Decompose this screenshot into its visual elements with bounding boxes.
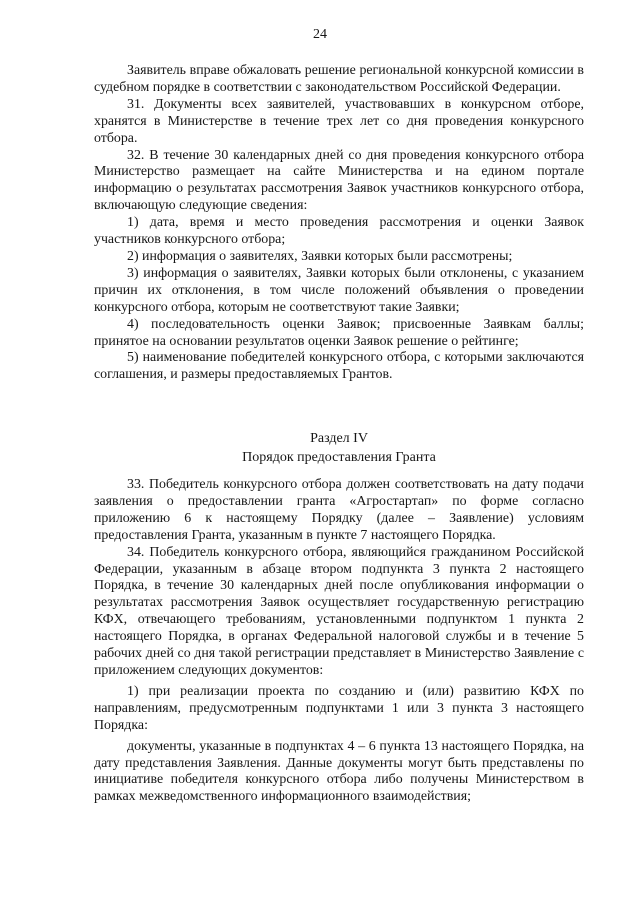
section-heading (94, 429, 584, 467)
paragraph-appeal: Заявитель вправе обжаловать решение региональной конкурсной комиссии в судебном порядке в соответствии с законодательством Российской Федерации. (94, 63, 584, 95)
paragraph-31: 31. Документы всех заявителей, участвовавших в конкурсном отборе, хранятся в Министерстве в течение трех лет со дня проведения конкурсного отбора. (94, 96, 584, 146)
paragraph-33: 33. Победитель конкурсного отбора должен соответствовать на дату подачи заявления о предоставлении гранта «Агростартап» по форме согласно приложению 6 к настоящему Порядку (далее – Заявление) условиям предоставления Гранта, указанным в пункте 7 настоящего Порядка. (94, 477, 584, 543)
page-number: 24 (313, 27, 327, 42)
paragraph-32: 32. В течение 30 календарных дней со дня проведения конкурсного отбора Министерство размещает на сайте Министерства и на едином портале информацию о результатах рассмотрения Заявок участников конкурсного отбора, включающую следующие сведения: (94, 147, 584, 214)
section-label: Раздел IV (310, 431, 368, 446)
top-text-block (94, 63, 584, 384)
list-item-5: 5) наименование победителей конкурсного отбора, с которыми заключаются соглашения, и размеры предоставляемых Грантов. (94, 350, 584, 383)
subparagraph-1: 1) при реализации проекта по созданию и (или) развитию КФХ по направлениям, предусмотренным подпунктами 1 или 3 пункта 3 настоящего Порядка: (94, 683, 584, 733)
paragraph-34: 34. Победитель конкурсного отбора, являющийся гражданином Российской Федерации, указанным в абзаце втором подпункта 3 пункта 2 настоящего Порядка, в течение 30 календарных дней после опубликования информации о результатах рассмотрения Заявок осуществляет государственную регистрацию КФХ, отвечающего требованиям, установленными подпунктом 1 пункта 2 настоящего Порядка, в органах Федеральной налоговой службы и в течение 5 рабочих дней со дня такой регистрации представляет в Министерство Заявление с приложением следующих документов: (94, 544, 584, 678)
list-item-1: 1) дата, время и место проведения рассмотрения и оценки Заявок участников конкурсного отбора; (94, 215, 584, 248)
list-item-3: 3) информация о заявителях, Заявки которых были отклонены, с указанием причин их отклонения, в том числе положений объявления о проведении конкурсного отбора, которым не соответствуют такие Заявки; (94, 265, 584, 315)
list-item-4: 4) последовательность оценки Заявок; присвоенные Заявкам баллы; принятое на основании результатов оценки Заявок решение о рейтинге; (94, 316, 584, 349)
section-title: Порядок предоставления Гранта (242, 450, 436, 465)
paragraph-documents: документы, указанные в подпунктах 4 – 6 пункта 13 настоящего Порядка, на дату представления Заявления. Данные документы могут быть представлены по инициативе победителя конкурсного отбора либо получены Министерством в рамках межведомственного информационного взаимодействия; (94, 738, 584, 805)
list-item-2: 2) информация о заявителях, Заявки которых были рассмотрены; (127, 248, 513, 264)
bottom-text-block (94, 477, 584, 806)
